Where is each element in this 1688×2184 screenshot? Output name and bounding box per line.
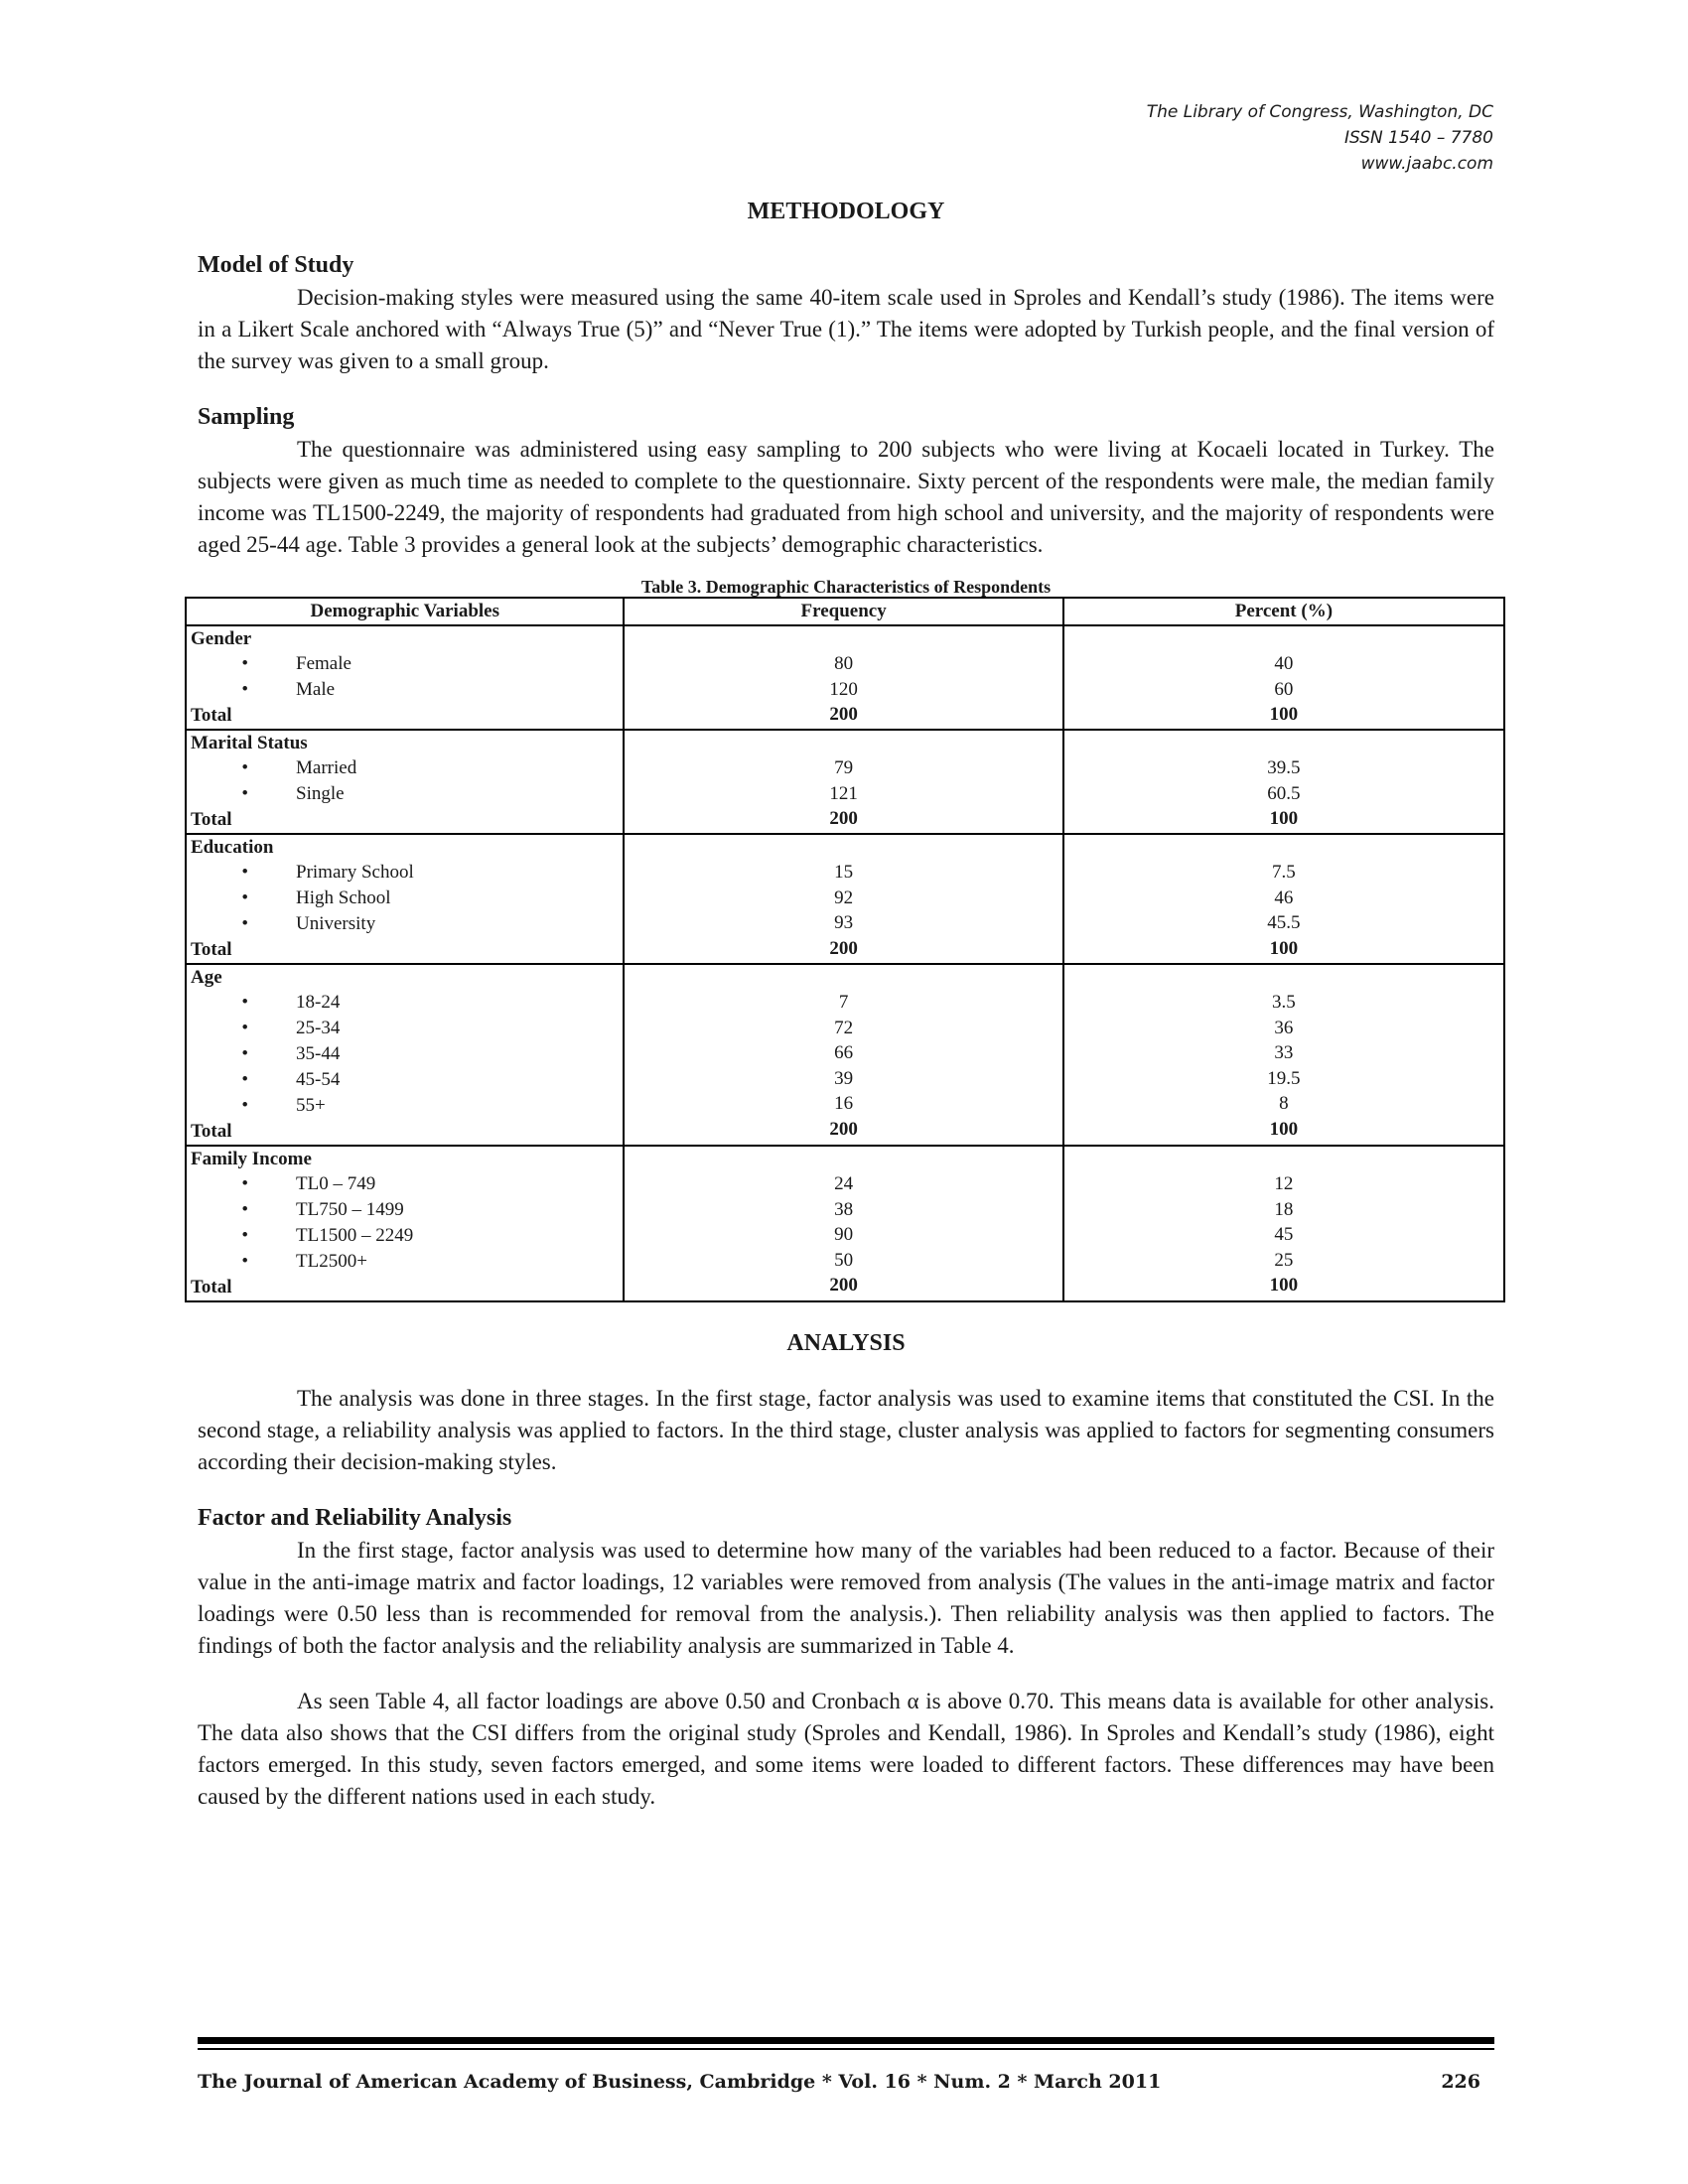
bullet-icon: • <box>241 992 248 1014</box>
table-row <box>186 1146 1504 1301</box>
bullet-icon: • <box>241 653 248 675</box>
table-row <box>186 730 1504 834</box>
total-value: 200 <box>829 1118 858 1140</box>
value: 19.5 <box>1267 1067 1301 1089</box>
variable-cell <box>186 625 624 730</box>
item-label: Primary School <box>296 862 414 884</box>
list-item <box>191 781 619 807</box>
bullet-icon: • <box>241 679 248 701</box>
bullet-icon: • <box>241 757 248 779</box>
frequency-cell <box>624 1146 1062 1301</box>
value: 92 <box>834 887 854 908</box>
total-value: 200 <box>829 704 858 725</box>
running-head-line1: The Library of Congress, Washington, DC <box>1146 102 1493 122</box>
running-head-line2: ISSN 1540 – 7780 <box>1344 128 1493 148</box>
column-header-variables: Demographic Variables <box>186 598 624 625</box>
value: 36 <box>1274 1017 1294 1038</box>
footer-journal-citation: The Journal of American Academy of Business, Cambridge * Vol. 16 * Num. 2 * March 2011 <box>198 2071 1162 2093</box>
value: 7.5 <box>1272 862 1296 883</box>
list-item <box>191 1197 619 1223</box>
table-caption: Table 3. Demographic Characteristics of Respondents <box>640 577 1052 597</box>
bullet-icon: • <box>241 1043 248 1065</box>
value: 93 <box>834 912 854 933</box>
list-item <box>191 911 619 937</box>
value: 60 <box>1274 678 1294 700</box>
model-of-study-paragraph: Decision-making styles were measured using the same 40-item scale used in Sproles and Kendall’s study (1986). The items were in a Likert Scale anchored with “Always True (5)” and “Never True (1).” The items were adopted by Turkish people, and the final version of the survey was given to a small group. <box>198 285 1494 373</box>
total-value: 100 <box>1269 704 1299 725</box>
total-label: Total <box>191 1121 232 1142</box>
list-item <box>191 1249 619 1275</box>
model-of-study-heading: Model of Study <box>198 252 354 278</box>
value: 72 <box>834 1017 854 1038</box>
item-label: TL750 – 1499 <box>296 1199 404 1221</box>
group-title: Family Income <box>191 1149 312 1169</box>
variable-cell <box>186 730 624 834</box>
running-head-url: www.jaabc.com <box>1360 154 1493 174</box>
total-value: 100 <box>1269 1118 1299 1140</box>
total-value: 200 <box>829 1275 858 1296</box>
percent-cell <box>1063 834 1504 964</box>
frequency-cell <box>624 964 1062 1146</box>
value: 45.5 <box>1267 912 1301 933</box>
methodology-title: METHODOLOGY <box>747 199 945 224</box>
list-item <box>191 1223 619 1249</box>
bullet-icon: • <box>241 1095 248 1117</box>
bullet-icon: • <box>241 1069 248 1091</box>
bullet-icon: • <box>241 1018 248 1039</box>
item-label: TL0 – 749 <box>296 1173 376 1195</box>
total-value: 200 <box>829 808 858 829</box>
total-label: Total <box>191 809 232 830</box>
value: 39.5 <box>1267 757 1301 778</box>
total-label: Total <box>191 705 232 726</box>
list-item <box>191 860 619 886</box>
variable-cell <box>186 964 624 1146</box>
frequency-cell <box>624 730 1062 834</box>
value: 46 <box>1274 887 1294 908</box>
value: 50 <box>834 1249 854 1271</box>
page-number: 226 <box>1441 2071 1480 2093</box>
list-item <box>191 1067 619 1093</box>
item-label: 18-24 <box>296 992 341 1014</box>
table-group <box>186 1146 1504 1301</box>
percent-cell <box>1063 964 1504 1146</box>
total-value: 100 <box>1269 937 1299 959</box>
bullet-icon: • <box>241 783 248 805</box>
analysis-title: ANALYSIS <box>786 1330 906 1356</box>
bullet-icon: • <box>241 1251 248 1273</box>
value: 7 <box>838 992 849 1013</box>
total-value: 200 <box>829 937 858 959</box>
list-item <box>191 1171 619 1197</box>
main-content <box>191 199 1494 1813</box>
value: 120 <box>829 678 858 700</box>
value: 121 <box>829 782 858 804</box>
bullet-icon: • <box>241 1173 248 1195</box>
list-item <box>191 755 619 781</box>
value: 45 <box>1274 1224 1294 1245</box>
value: 15 <box>834 862 854 883</box>
item-label: Female <box>296 653 352 675</box>
bullet-icon: • <box>241 1199 248 1221</box>
group-title: Education <box>191 837 274 858</box>
item-label: Male <box>296 679 336 701</box>
sampling-heading: Sampling <box>198 404 295 430</box>
item-label: High School <box>296 887 391 909</box>
value: 3.5 <box>1272 992 1296 1013</box>
table-group <box>186 730 1504 834</box>
value: 39 <box>834 1067 854 1089</box>
item-label: 45-54 <box>296 1069 341 1091</box>
list-item <box>191 677 619 703</box>
table-row <box>186 964 1504 1146</box>
item-label: Single <box>296 783 345 805</box>
value: 80 <box>834 653 854 674</box>
variable-cell <box>186 1146 624 1301</box>
list-item <box>191 886 619 911</box>
item-label: University <box>296 913 376 935</box>
variable-cell <box>186 834 624 964</box>
value: 33 <box>1274 1042 1294 1063</box>
demographics-table <box>185 597 1505 1302</box>
percent-cell <box>1063 1146 1504 1301</box>
item-label: TL2500+ <box>296 1251 367 1273</box>
value: 79 <box>834 757 854 778</box>
table4-discussion-paragraph: As seen Table 4, all factor loadings are above 0.50 and Cronbach α is above 0.70. This means data is available for other analysis. The data also shows that the CSI differs from the original study (Sproles and Kendall, 1986). In Sproles and Kendall’s study (1986), eight factors emerged. In this study, seven factors emerged, and some items were loaded to different factors. These differences may have been caused by the different nations used in each study. <box>198 1689 1494 1809</box>
footer-rule-thick <box>198 2037 1494 2044</box>
item-label: Married <box>296 757 357 779</box>
value: 66 <box>834 1042 854 1063</box>
value: 16 <box>834 1093 854 1114</box>
frequency-cell <box>624 834 1062 964</box>
group-title: Gender <box>191 628 252 649</box>
value: 24 <box>834 1173 854 1194</box>
percent-cell <box>1063 730 1504 834</box>
total-label: Total <box>191 939 232 960</box>
total-value: 100 <box>1269 808 1299 829</box>
list-item <box>191 651 619 677</box>
total-label: Total <box>191 1277 232 1297</box>
value: 25 <box>1274 1249 1294 1271</box>
list-item <box>191 1093 619 1119</box>
table-row <box>186 834 1504 964</box>
group-title: Marital Status <box>191 733 308 753</box>
value: 40 <box>1274 653 1294 674</box>
footer-rule-thin <box>198 2048 1494 2050</box>
group-title: Age <box>191 967 222 988</box>
percent-cell <box>1063 625 1504 730</box>
list-item <box>191 1041 619 1067</box>
list-item <box>191 1016 619 1041</box>
total-value: 100 <box>1269 1275 1299 1296</box>
value: 90 <box>834 1224 854 1245</box>
factor-analysis-paragraph: In the first stage, factor analysis was used to determine how many of the variables had been reduced to a factor. Because of their value in the anti-image matrix and factor loadings, 12 variables were removed from analysis (The values in the anti-image matrix and factor loadings were 0.50 less than is recommended for removal from the analysis.). Then reliability analysis was then applied to factors. The findings of both the factor analysis and the reliability analysis are summarized in Table 4. <box>198 1538 1494 1658</box>
column-header-percent: Percent (%) <box>1063 598 1504 625</box>
table-group <box>186 625 1504 730</box>
value: 8 <box>1279 1093 1289 1114</box>
sampling-paragraph: The questionnaire was administered using easy sampling to 200 subjects who were living at Kocaeli located in Turkey. The subjects were given as much time as needed to complete to the questionnaire. Sixty percent of the respondents were male, the median family income was TL1500-2249, the majority of respondents had graduated from high school and university, and the majority of respondents were aged 25-44 age. Table 3 provides a general look at the subjects’ demographic characteristics. <box>198 437 1494 557</box>
running-head <box>1147 99 1493 177</box>
table-group <box>186 964 1504 1146</box>
item-label: 55+ <box>296 1095 326 1117</box>
bullet-icon: • <box>241 862 248 884</box>
item-label: 35-44 <box>296 1043 341 1065</box>
factor-reliability-heading: Factor and Reliability Analysis <box>198 1505 512 1531</box>
table-group <box>186 834 1504 964</box>
value: 18 <box>1274 1198 1294 1220</box>
value: 12 <box>1274 1173 1294 1194</box>
list-item <box>191 990 619 1016</box>
analysis-intro-paragraph: The analysis was done in three stages. In the first stage, factor analysis was used to examine items that constituted the CSI. In the second stage, a reliability analysis was applied to factors. In the third stage, cluster analysis was applied to factors for segmenting consumers according their decision-making styles. <box>198 1386 1494 1474</box>
column-header-frequency: Frequency <box>624 598 1062 625</box>
bullet-icon: • <box>241 887 248 909</box>
value: 60.5 <box>1267 782 1301 804</box>
item-label: 25-34 <box>296 1018 341 1039</box>
frequency-cell <box>624 625 1062 730</box>
table-header-row <box>186 598 1504 625</box>
bullet-icon: • <box>241 913 248 935</box>
item-label: TL1500 – 2249 <box>296 1225 414 1247</box>
table-row <box>186 625 1504 730</box>
value: 38 <box>834 1198 854 1220</box>
bullet-icon: • <box>241 1225 248 1247</box>
